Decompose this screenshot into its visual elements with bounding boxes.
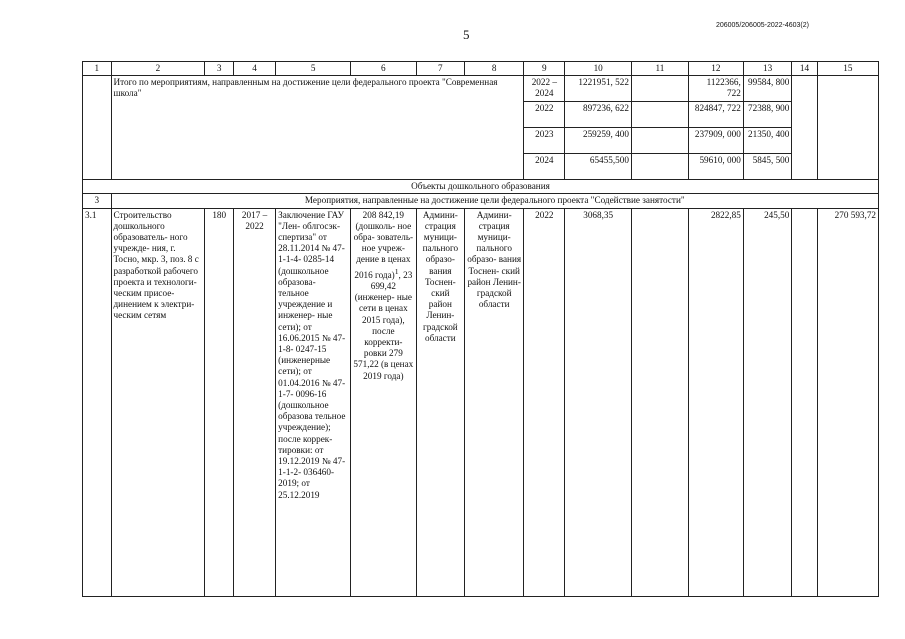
column-number: 13 xyxy=(743,62,792,76)
object-col11 xyxy=(631,208,688,596)
object-cost xyxy=(351,208,416,596)
total-period: 2022 xyxy=(524,102,565,128)
column-number: 14 xyxy=(792,62,817,76)
page-number: 5 xyxy=(463,27,470,42)
total-col10: 897236, 622 xyxy=(565,102,632,128)
object-col10: 3068,35 xyxy=(565,208,632,596)
measure-number: 3 xyxy=(83,194,112,208)
total-col11 xyxy=(631,154,688,180)
column-number-row xyxy=(83,62,879,76)
section-title: Объекты дошкольного образования xyxy=(83,180,879,194)
object-cost-part2: , 23 699,42 (инженер- ные сети в ценах 2015 года), после корректи- ровки 279 571,22 (в ценах 2019 года) xyxy=(353,269,414,381)
object-col12: 2822,85 xyxy=(688,208,743,596)
object-capacity: 180 xyxy=(205,208,234,596)
column-number: 12 xyxy=(688,62,743,76)
total-col12: 1122366, 722 xyxy=(688,76,743,102)
total-col12: 59610, 000 xyxy=(688,154,743,180)
column-number: 9 xyxy=(524,62,565,76)
measure-row xyxy=(83,194,879,208)
column-number: 1 xyxy=(83,62,112,76)
measure-title: Мероприятия, направленные на достижение цели федерального проекта "Содействие занятости" xyxy=(111,194,879,208)
object-developer: Админи- страция муници- пального образо- вания Тоснен- ский район Ленин- градской области xyxy=(465,208,524,596)
column-number: 2 xyxy=(111,62,205,76)
total-col12: 237909, 000 xyxy=(688,128,743,154)
object-year: 2022 xyxy=(524,208,565,596)
column-number: 11 xyxy=(631,62,688,76)
object-years: 2017 – 2022 xyxy=(233,208,275,596)
total-col11 xyxy=(631,102,688,128)
column-number: 15 xyxy=(817,62,878,76)
object-conclusion: Заключение ГАУ "Лен- облгосэк- спертиза" от 28.11.2014 № 47-1-1-4- 0285-14 (дошкольное образова- тельное учреждение и инженер- ные сети); от 16.06.2015 № 47-1-8- 0247-15 (инженерные сети); от 01.04.2016 № 47-1-7- 0096-16 (дошкольное образова тельное учреждение); после коррек- тировки: от 19.12.2019 № 47-1-1-2- 036460-2019; от 25.12.2019 xyxy=(276,208,351,596)
total-col13: 99584, 800 xyxy=(743,76,792,102)
total-row-empty-cell xyxy=(83,76,112,180)
column-number: 8 xyxy=(465,62,524,76)
section-row xyxy=(83,180,879,194)
object-col15: 270 593,72 xyxy=(817,208,878,596)
total-col15 xyxy=(817,76,878,180)
object-cost-part1: 208 842,19 (дошколь- ное обра- зователь- ное учреж- дение в ценах 2016 года) xyxy=(353,209,414,280)
total-row-label: Итого по мероприятиям, направленным на достижение цели федерального проекта "Современная школа" xyxy=(111,76,524,180)
column-number: 10 xyxy=(565,62,632,76)
object-customer: Админи- страция муници- пального образо- вания Тоснен- ский район Ленин- градской области xyxy=(416,208,465,596)
object-cost-footnote: 1 xyxy=(394,266,399,276)
total-col10: 259259, 400 xyxy=(565,128,632,154)
total-col11 xyxy=(631,76,688,102)
column-number: 6 xyxy=(351,62,416,76)
object-col13: 245,50 xyxy=(743,208,792,596)
total-col14 xyxy=(792,76,817,180)
total-col11 xyxy=(631,128,688,154)
total-col13: 21350, 400 xyxy=(743,128,792,154)
total-col10: 1221951, 522 xyxy=(565,76,632,102)
object-row xyxy=(83,208,879,596)
document-code: 206005/206005-2022-4603(2) xyxy=(715,22,809,29)
total-col13: 72388, 900 xyxy=(743,102,792,128)
total-col13: 5845, 500 xyxy=(743,154,792,180)
total-period: 2024 xyxy=(524,154,565,180)
total-period: 2022 – 2024 xyxy=(524,76,565,102)
column-number: 3 xyxy=(205,62,234,76)
total-col12: 824847, 722 xyxy=(688,102,743,128)
total-row-period xyxy=(83,76,879,102)
column-number: 5 xyxy=(276,62,351,76)
total-col10: 65455,500 xyxy=(565,154,632,180)
total-period: 2023 xyxy=(524,128,565,154)
program-table xyxy=(82,61,879,597)
object-col14 xyxy=(792,208,817,596)
object-name: Строительство дошкольного образователь- ного учрежде- ния, г. Тосно, мкр. 3, поз. 8 с разработкой рабочего проекта и технологи- ческим присое- динением к электри- ческим сетям xyxy=(111,208,205,596)
column-number: 7 xyxy=(416,62,465,76)
object-number: 3.1 xyxy=(83,208,112,596)
column-number: 4 xyxy=(233,62,275,76)
